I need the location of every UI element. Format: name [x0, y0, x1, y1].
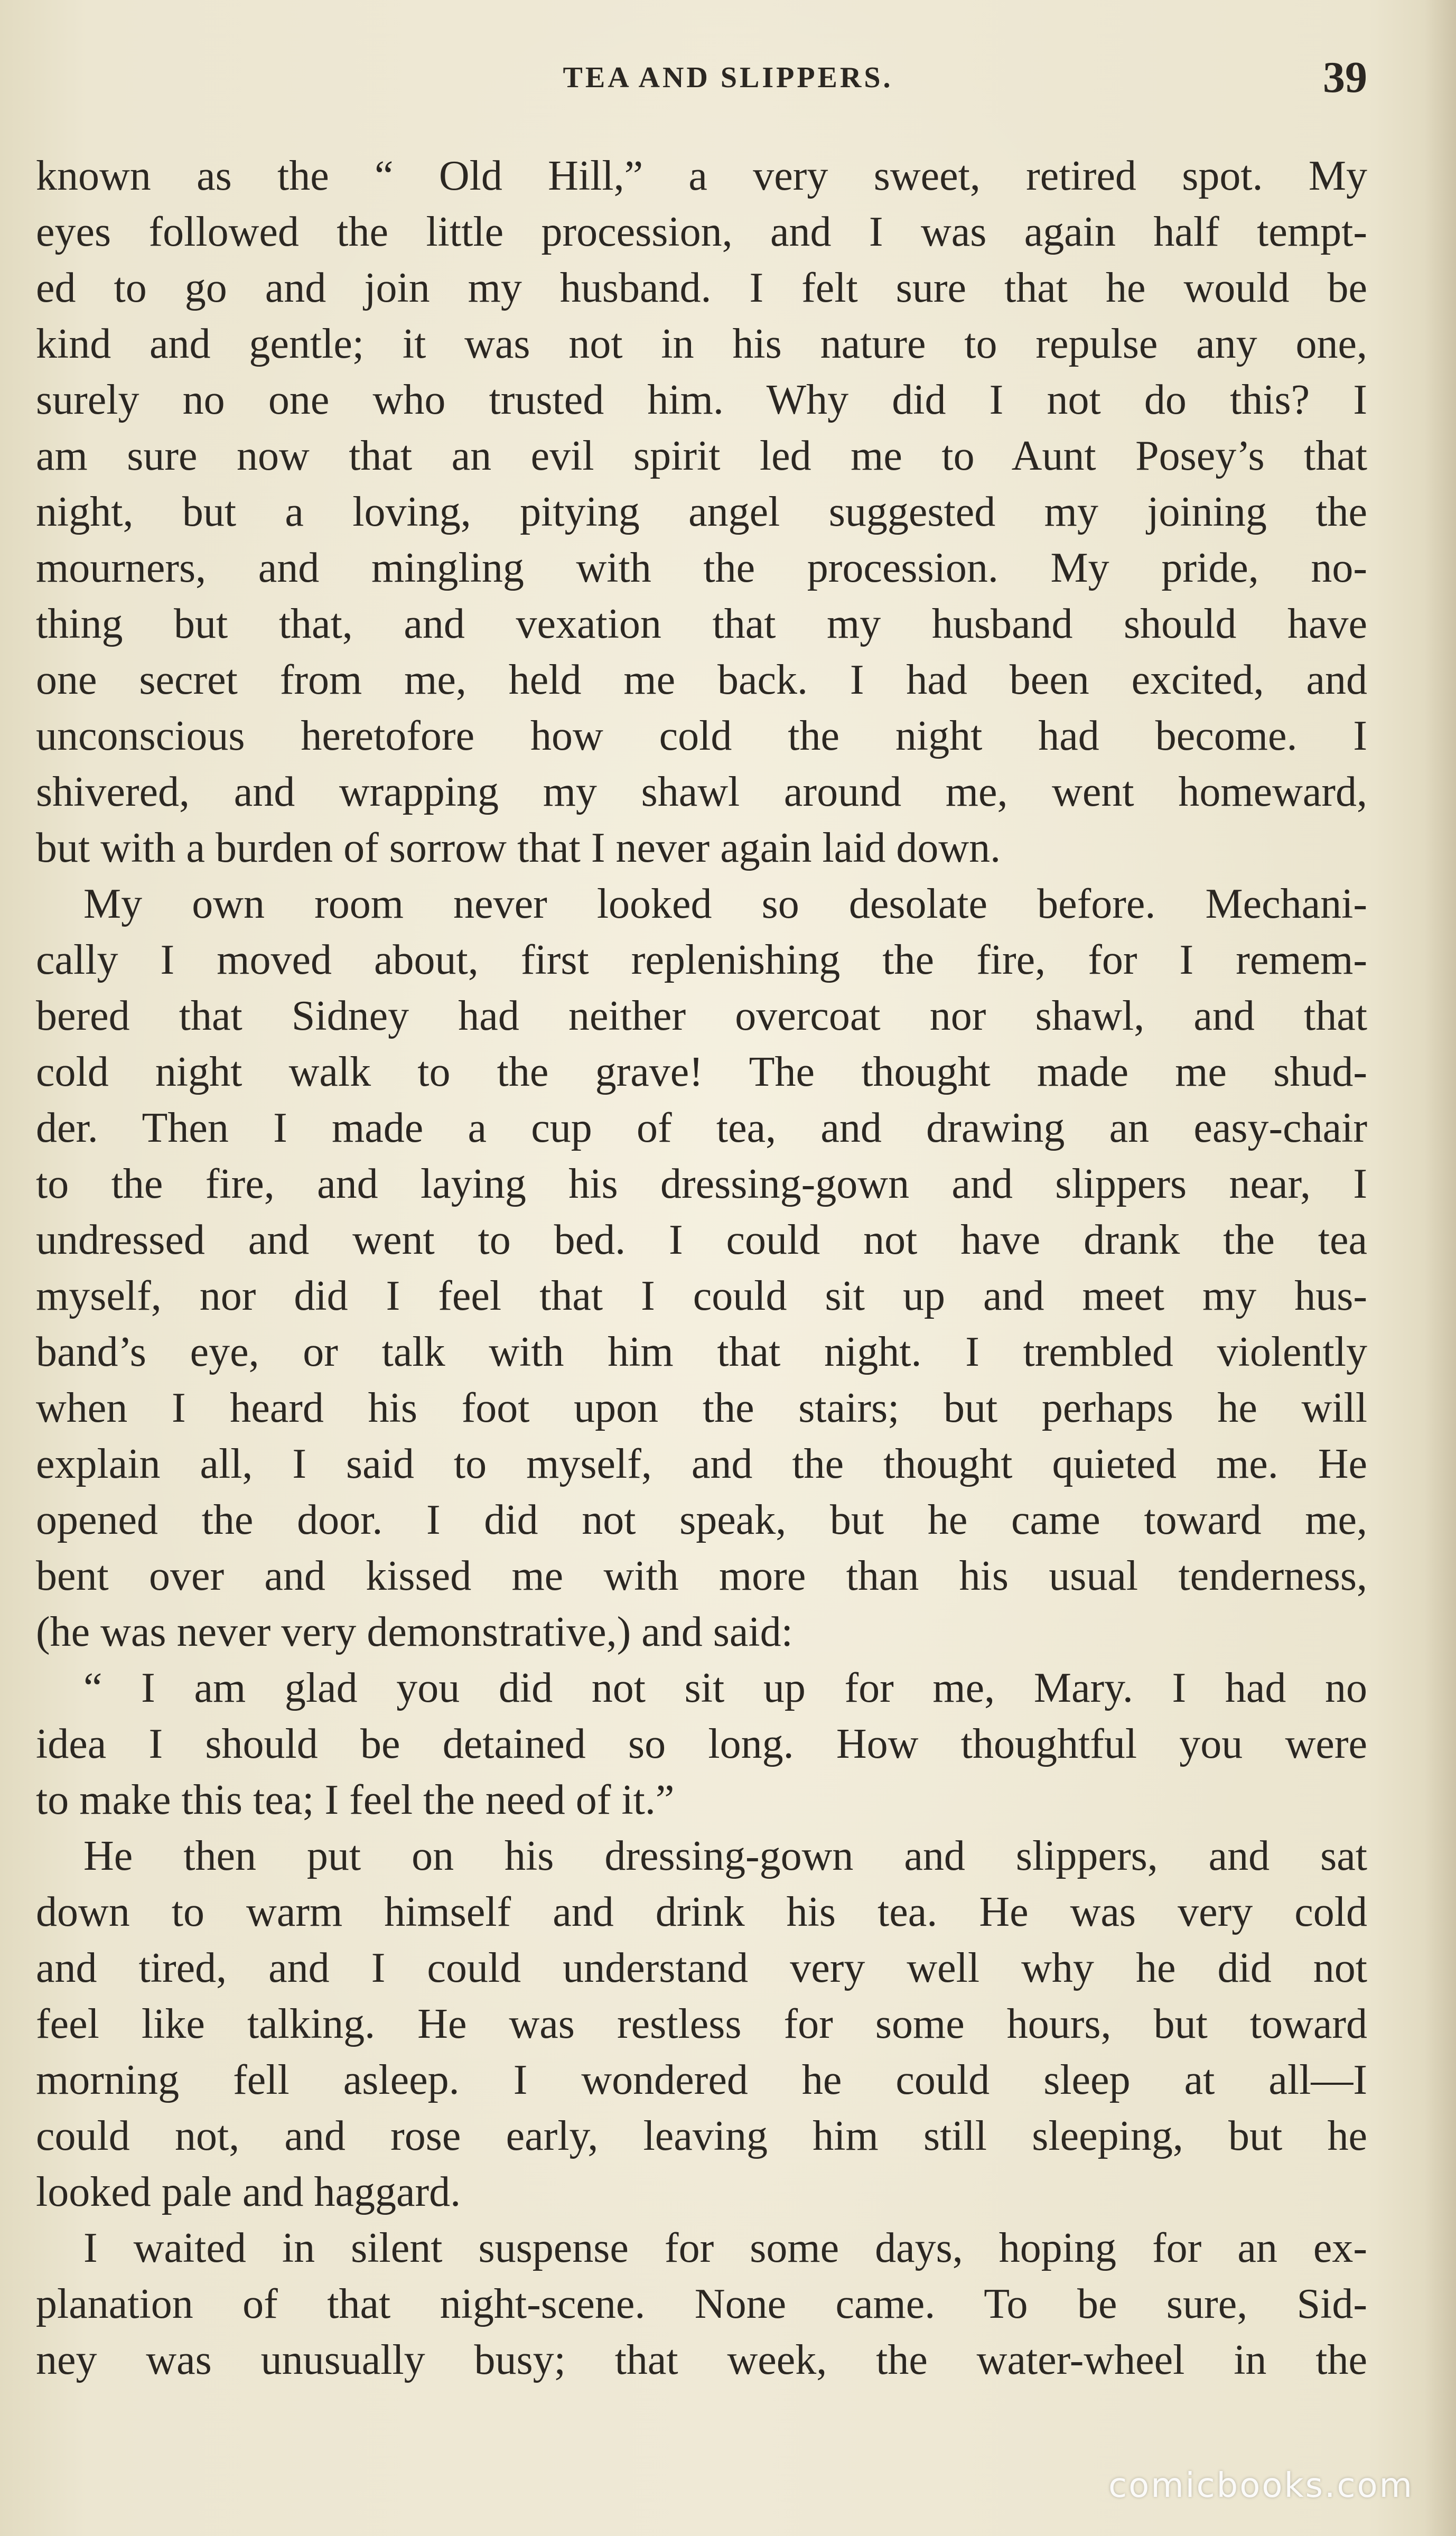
text-line: mourners, and mingling with the procession. My pride, no-	[36, 545, 1367, 591]
running-head	[0, 49, 1456, 107]
running-title: TEA AND SLIPPERS.	[563, 61, 893, 94]
text-line: known as the “ Old Hill,” a very sweet, retired spot. My	[36, 153, 1367, 199]
text-line: ed to go and join my husband. I felt sure that he would be	[36, 265, 1367, 311]
text-line: surely no one who trusted him. Why did I not do this? I	[36, 377, 1367, 423]
text-line: to make this tea; I feel the need of it.”	[36, 1777, 675, 1823]
text-line: thing but that, and vexation that my husband should have	[36, 601, 1367, 647]
text-line: myself, nor did I feel that I could sit up and meet my hus-	[36, 1273, 1367, 1319]
page-edge-shadow	[1424, 0, 1456, 2536]
text-line: I waited in silent suspense for some days, hoping for an ex-	[83, 2225, 1367, 2271]
text-line: feel like talking. He was restless for some hours, but toward	[36, 2001, 1367, 2047]
page-number: 39	[1323, 53, 1367, 102]
text-line: ney was unusually busy; that week, the water-wheel in the	[36, 2337, 1367, 2383]
text-line: and tired, and I could understand very well why he did not	[36, 1945, 1367, 1991]
text-line: eyes followed the little procession, and I was again half tempt-	[36, 209, 1367, 255]
text-line: undressed and went to bed. I could not have drank the tea	[36, 1217, 1367, 1263]
watermark: comicbooks.com	[1108, 2466, 1414, 2505]
text-line: am sure now that an evil spirit led me to Aunt Posey’s that	[36, 433, 1367, 479]
text-line: He then put on his dressing-gown and slippers, and sat	[83, 1833, 1367, 1879]
text-line: shivered, and wrapping my shawl around me, went homeward,	[36, 769, 1367, 815]
text-line: when I heard his foot upon the stairs; but perhaps he will	[36, 1385, 1367, 1431]
text-line: cold night walk to the grave! The thought made me shud-	[36, 1049, 1367, 1095]
text-line: looked pale and haggard.	[36, 2169, 461, 2215]
text-line: (he was never very demonstrative,) and said:	[36, 1609, 793, 1655]
text-line: to the fire, and laying his dressing-gown and slippers near, I	[36, 1161, 1367, 1207]
text-line: der. Then I made a cup of tea, and drawing an easy-chair	[36, 1105, 1367, 1151]
text-line: could not, and rose early, leaving him still sleeping, but he	[36, 2113, 1367, 2159]
body-text	[36, 148, 1367, 2388]
text-line: My own room never looked so desolate before. Mechani-	[83, 881, 1367, 927]
text-line: but with a burden of sorrow that I never again laid down.	[36, 825, 1001, 871]
text-line: kind and gentle; it was not in his nature to repulse any one,	[36, 321, 1367, 367]
text-line: planation of that night-scene. None came. To be sure, Sid-	[36, 2281, 1367, 2327]
text-line: explain all, I said to myself, and the thought quieted me. He	[36, 1441, 1367, 1487]
text-line: bent over and kissed me with more than his usual tenderness,	[36, 1553, 1367, 1599]
text-line: night, but a loving, pitying angel suggested my joining the	[36, 489, 1367, 535]
text-line: “ I am glad you did not sit up for me, Mary. I had no	[83, 1665, 1367, 1711]
text-line: cally I moved about, first replenishing the fire, for I remem-	[36, 937, 1367, 983]
text-line: unconscious heretofore how cold the night had become. I	[36, 713, 1367, 759]
text-line: one secret from me, held me back. I had been excited, and	[36, 657, 1367, 703]
text-line: opened the door. I did not speak, but he came toward me,	[36, 1497, 1367, 1543]
text-line: band’s eye, or talk with him that night. I trembled violently	[36, 1329, 1367, 1375]
text-line: bered that Sidney had neither overcoat nor shawl, and that	[36, 993, 1367, 1039]
text-line: down to warm himself and drink his tea. He was very cold	[36, 1889, 1367, 1935]
text-line: morning fell asleep. I wondered he could sleep at all—I	[36, 2057, 1367, 2103]
text-line: idea I should be detained so long. How thoughtful you were	[36, 1721, 1367, 1767]
